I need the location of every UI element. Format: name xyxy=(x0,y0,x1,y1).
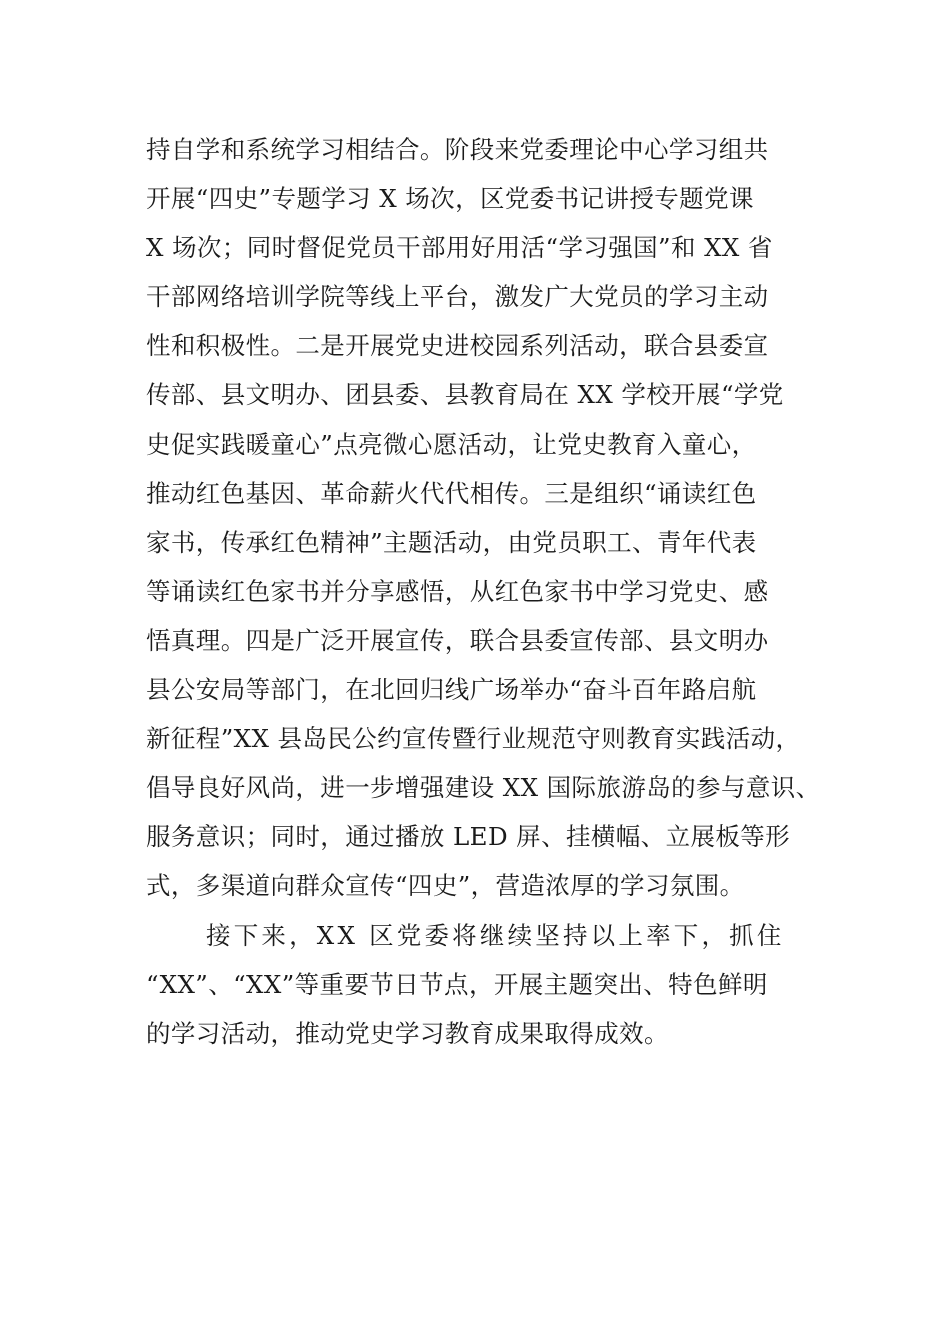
text-line: 服务意识；同时，通过播放 LED 屏、挂横幅、立展板等形 xyxy=(146,822,791,852)
text-line: 持自学和系统学习相结合。阶段来党委理论中心学习组共 xyxy=(146,135,769,164)
text-line: 倡导良好风尚，进一步增强建设 XX 国际旅游岛的参与意识、 xyxy=(146,773,821,803)
text-line: 史促实践暖童心”点亮微心愿活动，让党史教育入童心， xyxy=(146,429,757,459)
document-body xyxy=(146,125,826,1058)
text-line: 传部、县文明办、团县委、县教育局在 XX 学校开展“学党 xyxy=(146,380,784,410)
text-line: 县公安局等部门，在北回归线广场举办“奋斗百年路启航 xyxy=(146,675,757,705)
text-line: 新征程”XX 县岛民公约宣传暨行业规范守则教育实践活动， xyxy=(146,724,801,754)
text-line: 开展“四史”专题学习 X 场次，区党委书记讲授专题党课 xyxy=(146,184,754,214)
text-line: 推动红色基因、革命薪火代代相传。三是组织“诵读红色 xyxy=(146,478,757,508)
text-line: X 场次；同时督促党员干部用好用活“学习强国”和 XX 省 xyxy=(146,233,773,263)
text-line: “XX”、“XX”等重要节日节点，开展主题突出、特色鲜明 xyxy=(146,969,768,999)
paragraph-1 xyxy=(146,125,826,911)
paragraph-2 xyxy=(146,911,826,1058)
text-line: 家书，传承红色精神”主题活动，由党员职工、青年代表 xyxy=(146,527,757,557)
text-line: 式，多渠道向群众宣传“四史”，营造浓厚的学习氛围。 xyxy=(146,871,745,901)
text-line: 悟真理。四是广泛开展宣传，联合县委宣传部、县文明办 xyxy=(146,625,769,655)
text-line: 接下来，XX 区党委将继续坚持以上率下，抓住 xyxy=(206,920,785,950)
text-line: 的学习活动，推动党史学习教育成果取得成效。 xyxy=(146,1018,669,1048)
text-line: 性和积极性。二是开展党史进校园系列活动，联合县委宣 xyxy=(146,331,769,361)
text-line: 等诵读红色家书并分享感悟，从红色家书中学习党史、感 xyxy=(146,576,769,606)
text-line: 干部网络培训学院等线上平台，激发广大党员的学习主动 xyxy=(146,282,769,312)
